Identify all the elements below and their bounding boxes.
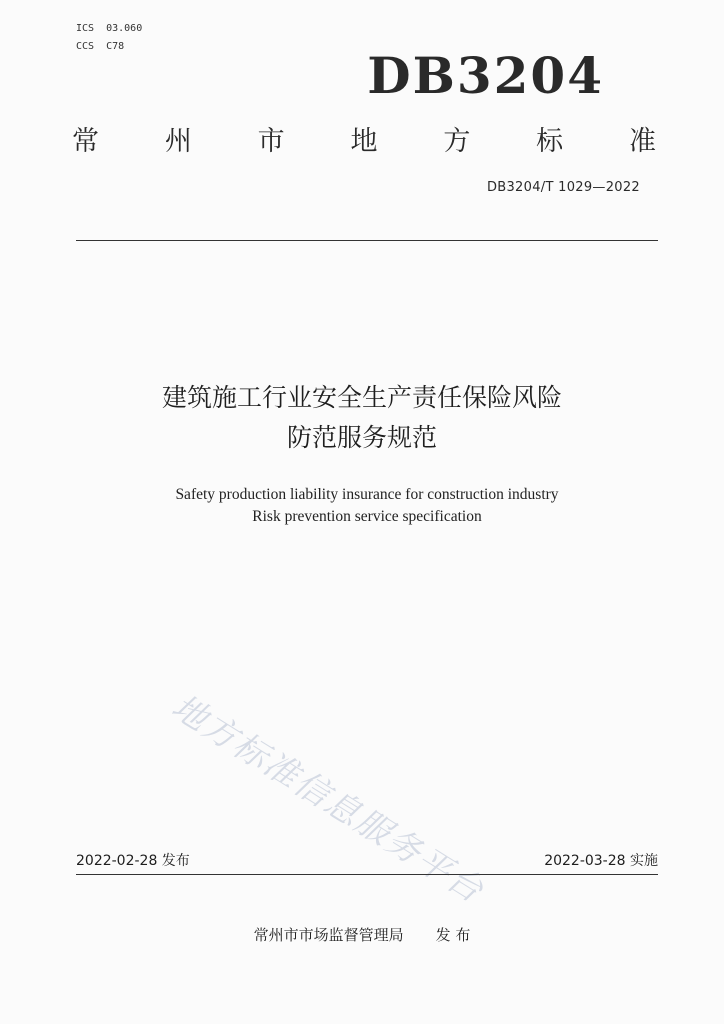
standard-type-char: 州 — [164, 126, 192, 157]
issuing-organization: 常州市市场监督管理局 — [253, 926, 404, 944]
implement-date: 2022-03-28 实施 — [544, 853, 658, 869]
standard-type-char: 市 — [257, 126, 285, 157]
standard-type-char: 准 — [628, 126, 656, 157]
chinese-title — [0, 378, 724, 458]
ics-code: ICS 03.060 — [76, 23, 143, 34]
standard-type-char: 地 — [350, 126, 378, 157]
watermark: 地方标准信息服务平台 — [164, 686, 492, 912]
standard-number: DB3204/T 1029—2022 — [486, 180, 640, 195]
chinese-title-line-1: 建筑施工行业安全生产责任保险风险 — [161, 383, 562, 412]
english-title-line-1: Safety production liability insurance for construction industry — [175, 486, 559, 503]
standard-type-char: 标 — [536, 126, 564, 157]
standard-type-char: 方 — [443, 126, 471, 157]
ccs-code: CCS C78 — [76, 41, 125, 52]
chinese-title-line-2: 防范服务规范 — [286, 423, 437, 452]
classification-codes — [76, 20, 142, 56]
english-title-line-2: Risk prevention service specification — [252, 508, 482, 525]
top-divider — [76, 240, 658, 241]
issue-action: 发 布 — [435, 926, 471, 944]
standard-type-char: 常 — [72, 126, 99, 157]
publish-date: 2022-02-28 发布 — [76, 853, 190, 869]
bottom-divider — [76, 874, 658, 875]
issuer-line — [0, 924, 724, 945]
standard-type — [72, 124, 656, 160]
date-row — [76, 850, 658, 870]
db-code: DB3204 — [367, 46, 604, 105]
english-title — [0, 484, 724, 528]
